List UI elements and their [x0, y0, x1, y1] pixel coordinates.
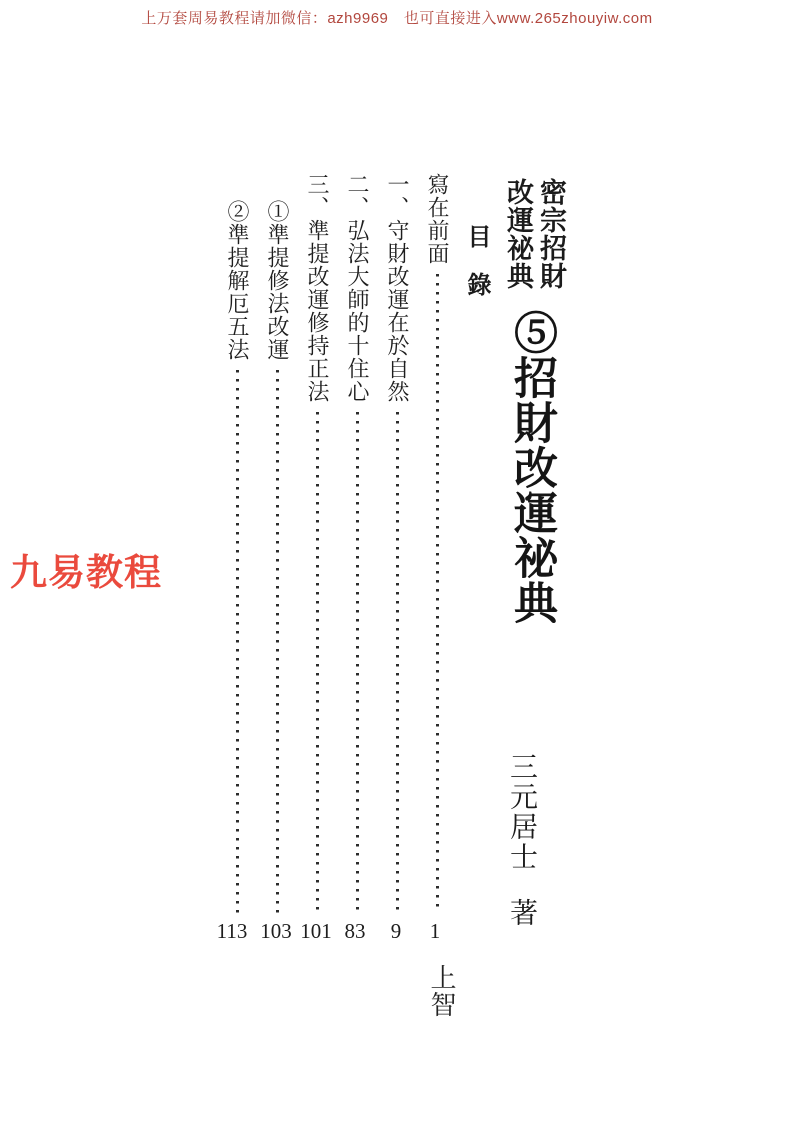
publisher-mark: 上智: [427, 964, 456, 1018]
toc-page-number-3: 101: [300, 919, 332, 943]
toc-entry-title: ①準提修法改運: [265, 200, 290, 361]
series-title-line-2: 改運祕典: [503, 178, 533, 290]
book-title-text: 招財改運祕典: [507, 355, 556, 625]
dotted-leader: [396, 412, 399, 913]
toc-entry-title: 二、弘法大師的十住心: [345, 173, 370, 403]
toc-entry-title: ②準提解厄五法: [225, 200, 250, 361]
toc-page-number-4: 103: [260, 919, 292, 943]
author-suffix: 著: [506, 898, 537, 928]
toc-page-number-1: 9: [390, 919, 402, 943]
dotted-leader: [436, 274, 439, 913]
dotted-leader: [276, 370, 279, 913]
toc-page-number-5: 113: [216, 919, 248, 943]
toc-entry-title: 三、準提改運修持正法: [305, 173, 330, 403]
dotted-leader: [236, 370, 239, 913]
volume-number-badge: ⑤: [507, 310, 556, 355]
dotted-leader: [356, 412, 359, 913]
watermark-text: 九易教程: [10, 552, 162, 593]
toc-page-number-2: 83: [344, 919, 366, 943]
author-line: [504, 752, 538, 942]
toc-entry-1: [379, 173, 415, 913]
toc-entry-0: [419, 173, 455, 913]
promo-header-text: 上万套周易教程请加微信：azh9969 也可直接进入www.265zhouyiw.com: [141, 10, 653, 27]
dotted-leader: [316, 412, 319, 913]
toc-page-number-0: 1: [429, 919, 441, 943]
series-title: [501, 178, 567, 310]
toc-entry-title: 一、守財改運在於自然: [385, 173, 410, 403]
toc-heading: 目 錄: [463, 224, 489, 296]
toc-entry-3: [299, 173, 335, 913]
toc-entry-5: [219, 173, 255, 913]
toc-entry-2: [339, 173, 375, 913]
author-name: 三元居士: [506, 752, 537, 872]
toc-entry-4: [259, 173, 295, 913]
series-title-line-1: 密宗招財: [536, 178, 566, 290]
book-title: [506, 310, 556, 632]
toc-entry-title: 寫在前面: [425, 173, 450, 265]
